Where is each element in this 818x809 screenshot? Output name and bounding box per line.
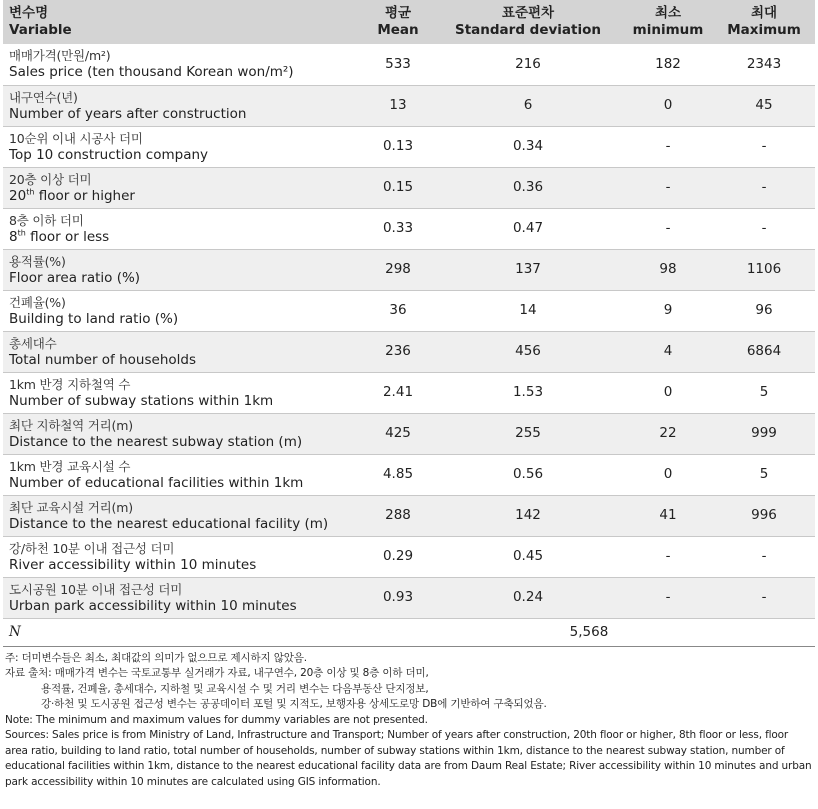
table-row <box>3 85 815 126</box>
table-row <box>3 44 815 85</box>
max-cell: 2343 <box>713 44 815 85</box>
variable-en: Floor area ratio (%) <box>9 269 141 286</box>
variable-en-superscript: th <box>26 187 35 196</box>
variable-ko: 강/하천 10분 이내 접근성 더미 <box>9 540 175 556</box>
max-cell: 999 <box>713 413 815 454</box>
source-ko-line-3: 강·하천 및 도시공원 접근성 변수는 공공데이터 포털 및 지적도, 보행자용 상세도로망 DB에 기반하여 구축되었음. <box>41 698 547 710</box>
variable-ko: 내구연수(년) <box>9 89 78 105</box>
header-min <box>623 0 713 44</box>
max-cell: 96 <box>713 290 815 331</box>
min-cell: - <box>623 536 713 577</box>
min-cell: 41 <box>623 495 713 536</box>
sample-size-value: 5,568 <box>363 618 815 646</box>
header-sd <box>433 0 623 44</box>
variable-cell <box>3 44 363 85</box>
source-en: Sources: Sales price is from Ministry of Land, Infrastructure and Transport; Number of years after construction, 20th floor or higher, 8th floor or less, floor area ratio, building to land ratio, total number of households, number of subway stations within 1km, distance to the nearest subway station, number of educational facilities within 1km, distance to the nearest educational facility data are from Daum Real Estate; River accessibility within 10 minutes and urban park accessibility within 10 minutes are calculated using GIS information. <box>5 729 812 788</box>
variable-ko: 최단 교육시설 거리(m) <box>9 499 133 515</box>
sd-cell: 0.36 <box>433 167 623 208</box>
max-cell: 1106 <box>713 249 815 290</box>
variable-ko: 총세대수 <box>9 335 57 351</box>
variable-en <box>9 229 357 246</box>
variable-ko: 매매가격(만원/m²) <box>9 48 111 64</box>
table-notes <box>3 647 815 791</box>
mean-cell: 0.13 <box>363 126 433 167</box>
table-row <box>3 372 815 413</box>
max-cell: - <box>713 536 815 577</box>
variable-ko: 건폐율(%) <box>9 294 66 310</box>
mean-cell: 36 <box>363 290 433 331</box>
header-mean <box>363 0 433 44</box>
header-min-en: minimum <box>632 22 704 38</box>
mean-cell: 2.41 <box>363 372 433 413</box>
variable-en: Distance to the nearest subway station (m) <box>9 433 303 450</box>
header-variable <box>3 0 363 44</box>
max-cell: - <box>713 126 815 167</box>
table-row <box>3 331 815 372</box>
variable-cell <box>3 413 363 454</box>
table-row <box>3 536 815 577</box>
table-row <box>3 413 815 454</box>
variable-cell <box>3 126 363 167</box>
variable-cell <box>3 372 363 413</box>
variable-en-rest: floor or higher <box>34 187 135 204</box>
min-cell: - <box>623 577 713 618</box>
min-cell: 182 <box>623 44 713 85</box>
table-row <box>3 208 815 249</box>
min-cell: 22 <box>623 413 713 454</box>
mean-cell: 533 <box>363 44 433 85</box>
min-cell: 9 <box>623 290 713 331</box>
header-sd-ko: 표준편차 <box>501 5 555 21</box>
variable-en: Top 10 construction company <box>9 146 209 163</box>
min-cell: 4 <box>623 331 713 372</box>
mean-cell: 4.85 <box>363 454 433 495</box>
variable-en: Urban park accessibility within 10 minutes <box>9 597 297 614</box>
table-row <box>3 577 815 618</box>
max-cell: 45 <box>713 85 815 126</box>
variable-en: Distance to the nearest educational facility (m) <box>9 515 329 532</box>
sd-cell: 255 <box>433 413 623 454</box>
header-mean-en: Mean <box>377 22 419 38</box>
variable-en: Number of subway stations within 1km <box>9 392 274 409</box>
mean-cell: 425 <box>363 413 433 454</box>
descriptive-statistics-table <box>3 0 815 647</box>
max-cell: - <box>713 208 815 249</box>
variable-en: River accessibility within 10 minutes <box>9 556 257 573</box>
sd-cell: 0.24 <box>433 577 623 618</box>
header-sd-en: Standard deviation <box>454 22 601 38</box>
sd-cell: 6 <box>433 85 623 126</box>
variable-cell <box>3 167 363 208</box>
sd-cell: 1.53 <box>433 372 623 413</box>
mean-cell: 0.33 <box>363 208 433 249</box>
max-cell: 6864 <box>713 331 815 372</box>
sd-cell: 456 <box>433 331 623 372</box>
variable-en-number: 8 <box>9 228 18 245</box>
max-cell: 996 <box>713 495 815 536</box>
variable-ko: 20층 이상 더미 <box>9 171 92 187</box>
sd-cell: 14 <box>433 290 623 331</box>
sd-cell: 216 <box>433 44 623 85</box>
sd-cell: 0.45 <box>433 536 623 577</box>
header-variable-en: Variable <box>9 22 72 38</box>
variable-cell <box>3 536 363 577</box>
max-cell: 5 <box>713 372 815 413</box>
header-mean-ko: 평균 <box>384 5 412 21</box>
variable-ko: 최단 지하철역 거리(m) <box>9 417 133 433</box>
variable-en: Number of educational facilities within 1km <box>9 474 304 491</box>
note-ko: 주: 더미변수들은 최소, 최대값의 의미가 없으므로 제시하지 않았음. <box>5 651 307 664</box>
min-cell: 0 <box>623 454 713 495</box>
variable-en: Sales price (ten thousand Korean won/m²) <box>9 64 294 81</box>
header-max-ko: 최대 <box>750 5 778 21</box>
table-row <box>3 126 815 167</box>
header-variable-ko: 변수명 <box>9 5 49 21</box>
variable-ko: 1km 반경 지하철역 수 <box>9 376 131 392</box>
variable-en: Number of years after construction <box>9 105 247 122</box>
note-en: Note: The minimum and maximum values for dummy variables are not presented. <box>5 713 428 726</box>
source-ko-line-2: 용적률, 건폐율, 총세대수, 지하철 및 교육시설 수 및 거리 변수는 다음부동산 단지정보, <box>41 682 429 695</box>
mean-cell: 0.93 <box>363 577 433 618</box>
variable-ko: 10순위 이내 시공사 더미 <box>9 130 143 146</box>
variable-en: Total number of households <box>9 351 196 368</box>
header-max <box>713 0 815 44</box>
min-cell: 0 <box>623 85 713 126</box>
sd-cell: 0.56 <box>433 454 623 495</box>
variable-ko: 1km 반경 교육시설 수 <box>9 458 131 474</box>
variable-en <box>9 188 357 205</box>
variable-en-superscript: th <box>17 228 26 237</box>
sample-size-row <box>3 618 815 646</box>
sd-cell: 137 <box>433 249 623 290</box>
variable-ko: 8층 이하 더미 <box>9 212 84 228</box>
mean-cell: 0.15 <box>363 167 433 208</box>
sd-cell: 142 <box>433 495 623 536</box>
min-cell: 0 <box>623 372 713 413</box>
variable-en: Building to land ratio (%) <box>9 310 179 327</box>
variable-cell <box>3 331 363 372</box>
max-cell: - <box>713 167 815 208</box>
table-row <box>3 249 815 290</box>
variable-en-number: 20 <box>9 187 27 204</box>
sample-size-label: N <box>3 618 363 646</box>
table-row <box>3 167 815 208</box>
mean-cell: 0.29 <box>363 536 433 577</box>
variable-cell <box>3 577 363 618</box>
variable-ko: 용적률(%) <box>9 253 66 269</box>
source-ko-line-1: 자료 출처: 매매가격 변수는 국토교통부 실거래가 자료, 내구연수, 20층 이상 및 8층 이하 더미, <box>5 667 429 679</box>
max-cell: - <box>713 577 815 618</box>
header-max-en: Maximum <box>727 22 801 38</box>
mean-cell: 288 <box>363 495 433 536</box>
min-cell: - <box>623 167 713 208</box>
variable-cell <box>3 85 363 126</box>
mean-cell: 236 <box>363 331 433 372</box>
mean-cell: 13 <box>363 85 433 126</box>
variable-cell <box>3 454 363 495</box>
table-header-row <box>3 0 815 44</box>
variable-cell <box>3 290 363 331</box>
variable-cell <box>3 208 363 249</box>
max-cell: 5 <box>713 454 815 495</box>
variable-en-rest: floor or less <box>25 228 110 245</box>
min-cell: - <box>623 126 713 167</box>
table-row <box>3 290 815 331</box>
min-cell: - <box>623 208 713 249</box>
table-row <box>3 454 815 495</box>
variable-cell <box>3 249 363 290</box>
sd-cell: 0.34 <box>433 126 623 167</box>
header-min-ko: 최소 <box>654 5 682 21</box>
mean-cell: 298 <box>363 249 433 290</box>
variable-cell <box>3 495 363 536</box>
table-row <box>3 495 815 536</box>
min-cell: 98 <box>623 249 713 290</box>
sd-cell: 0.47 <box>433 208 623 249</box>
variable-ko: 도시공원 10분 이내 접근성 더미 <box>9 581 183 597</box>
